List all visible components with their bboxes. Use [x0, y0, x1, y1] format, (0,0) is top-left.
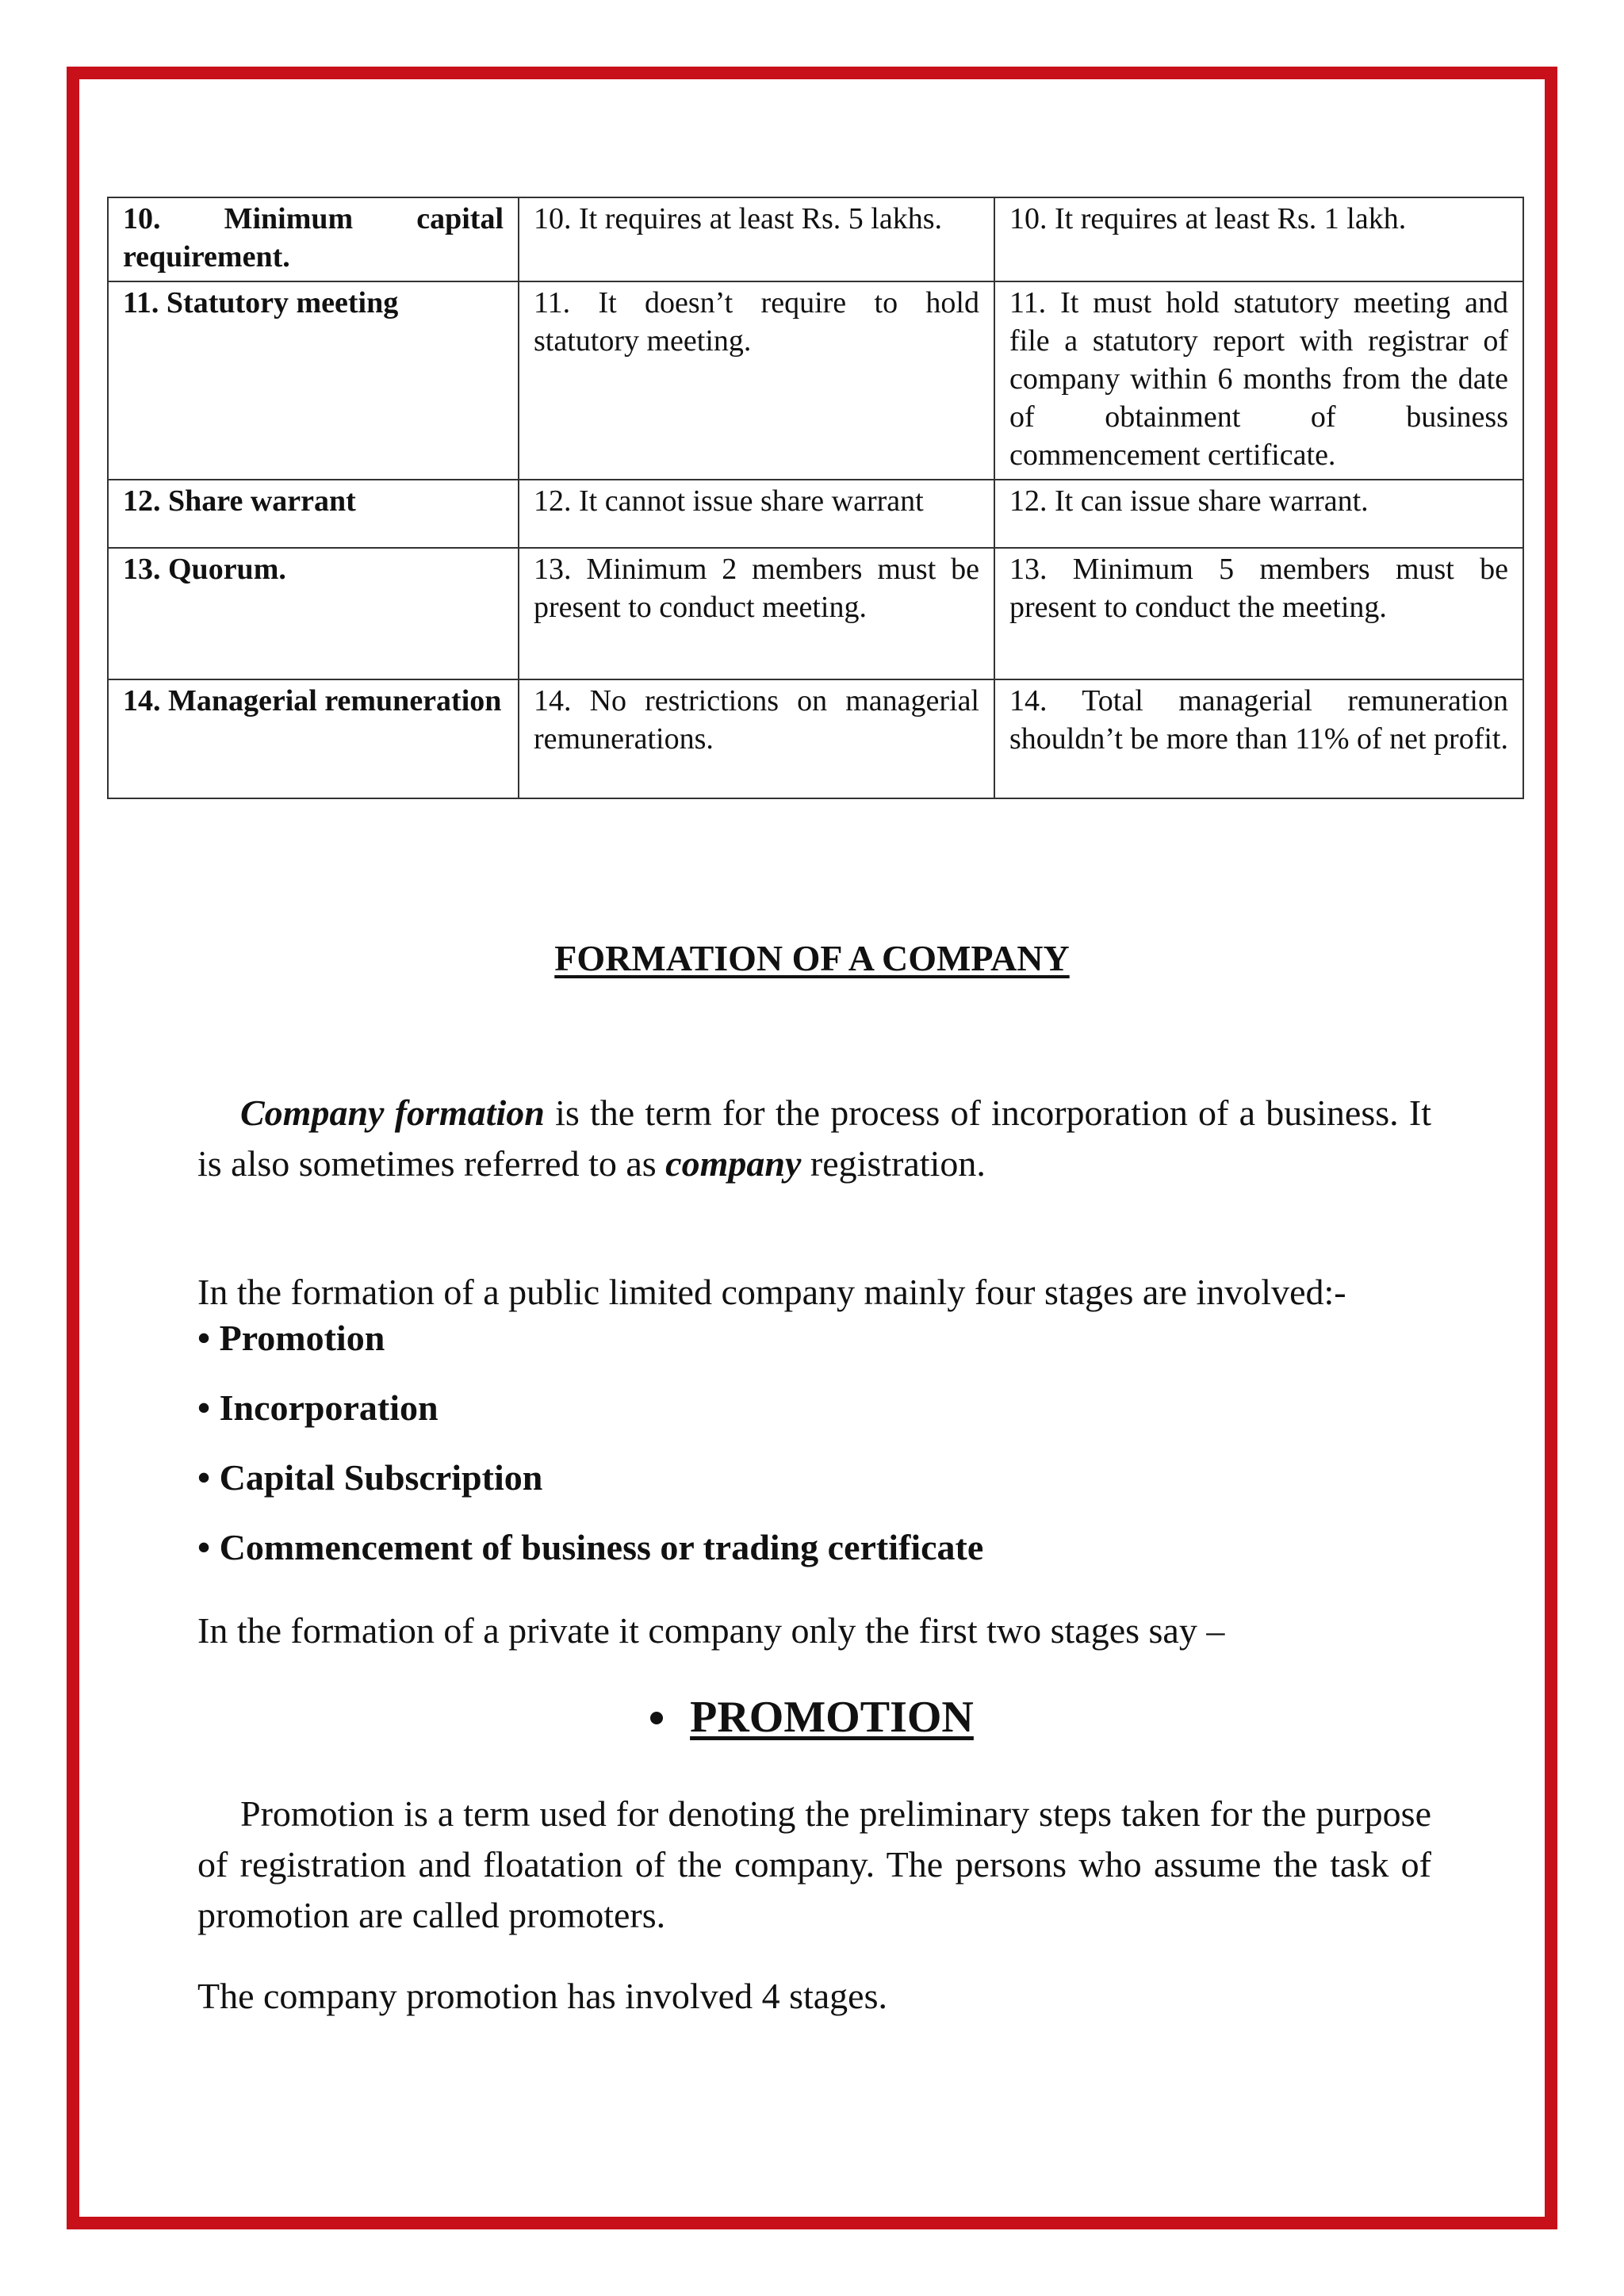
private-note-paragraph: In the formation of a private it company only the first two stages say – — [197, 1610, 1225, 1651]
feature-cell: 10. Minimum capital requirement. — [108, 197, 519, 281]
promotion-heading — [0, 1692, 1624, 1743]
feature-cell: 11. Statutory meeting — [108, 281, 519, 480]
stages-lead-paragraph: In the formation of a public limited company mainly four stages are involved:- — [197, 1272, 1346, 1312]
private-cell: 12. It cannot issue share warrant — [519, 480, 994, 548]
intro-text-1: is the term for the process of incorporation of a business. It is also sometimes referred to as — [197, 1093, 1431, 1184]
public-cell: 10. It requires at least Rs. 1 lakh. — [994, 197, 1523, 281]
promotion-heading-label: PROMOTION — [690, 1693, 974, 1742]
comparison-table — [107, 197, 1524, 799]
private-cell: 11. It doesn’t require to hold statutory meeting. — [519, 281, 994, 480]
stages-list — [197, 1313, 1431, 1592]
promotion-definition-text: Promotion is a term used for denoting the preliminary steps taken for the purpose of registration and floatation of the company. The persons who assume the task of promotion are called promoters. — [197, 1793, 1431, 1935]
intro-term-2: company — [665, 1143, 802, 1184]
table-row — [108, 480, 1523, 548]
table-row — [108, 548, 1523, 679]
feature-cell: 14. Managerial remuneration — [108, 679, 519, 798]
private-cell: 14. No restrictions on managerial remunerations. — [519, 679, 994, 798]
intro-paragraph — [197, 1088, 1431, 1189]
table-row — [108, 197, 1523, 281]
public-cell: 12. It can issue share warrant. — [994, 480, 1523, 548]
intro-term: Company formation — [240, 1093, 545, 1133]
section-title: FORMATION OF A COMPANY — [554, 938, 1070, 978]
list-item: • Capital Subscription — [197, 1457, 543, 1498]
public-cell: 14. Total managerial remuneration shouldn’t be more than 11% of net profit. — [994, 679, 1523, 798]
promotion-definition-paragraph — [197, 1789, 1431, 1941]
bullet-icon — [650, 1712, 663, 1724]
feature-cell: 13. Quorum. — [108, 548, 519, 679]
list-item: • Incorporation — [197, 1387, 439, 1428]
intro-text-2: registration. — [801, 1143, 986, 1184]
table-row — [108, 679, 1523, 798]
list-item: • Commencement of business or trading certificate — [197, 1527, 984, 1567]
public-cell: 13. Minimum 5 members must be present to conduct the meeting. — [994, 548, 1523, 679]
table-row — [108, 281, 1523, 480]
private-cell: 13. Minimum 2 members must be present to conduct meeting. — [519, 548, 994, 679]
promotion-stages-paragraph: The company promotion has involved 4 stages. — [197, 1976, 888, 2016]
list-item: • Promotion — [197, 1318, 385, 1358]
private-cell: 10. It requires at least Rs. 5 lakhs. — [519, 197, 994, 281]
feature-cell: 12. Share warrant — [108, 480, 519, 548]
public-cell: 11. It must hold statutory meeting and file a statutory report with registrar of company within 6 months from the date of obtainment of business commencement certificate. — [994, 281, 1523, 480]
